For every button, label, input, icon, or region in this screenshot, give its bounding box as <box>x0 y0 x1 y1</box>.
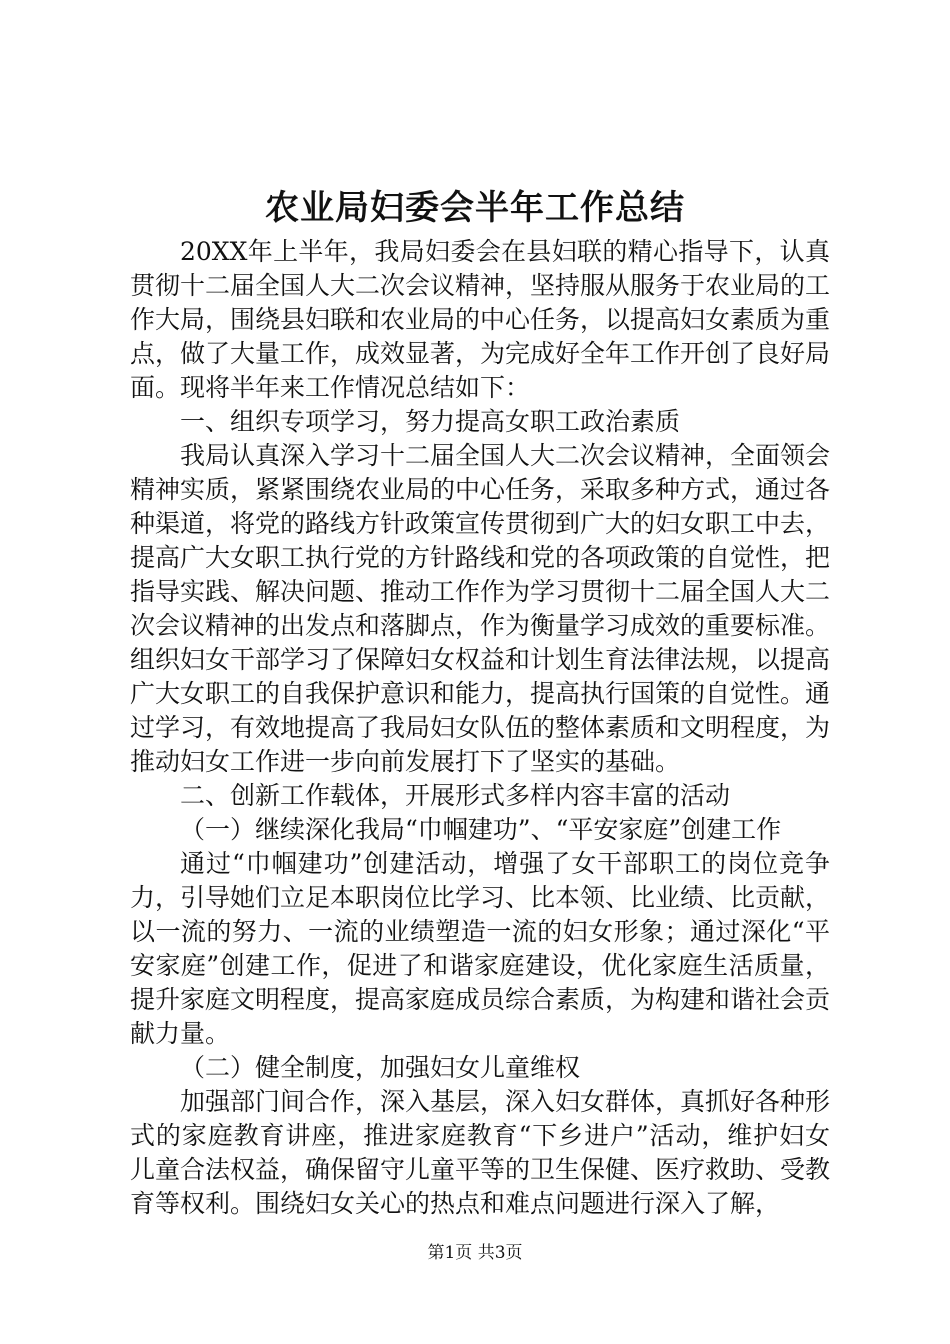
paragraph-section-1: 我局认真深入学习十二届全国人大二次会议精神，全面领会精神实质，紧紧围绕农业局的中心任务，采取多种方式，通过各种渠道，将党的路线方针政策宣传贯彻到广大的妇女职工中去，提高广大女职工执行党的方针路线和党的各项政策的自觉性，把指导实践、解决问题、推动工作作为学习贯彻十二届全国人大二次会议精神的出发点和落脚点，作为衡量学习成效的重要标准。组织妇女干部学习了保障妇女权益和计划生育法律法规，以提高广大女职工的自我保护意识和能力，提高执行国策的自觉性。通过学习，有效地提高了我局妇女队伍的整体素质和文明程度，为推动妇女工作进一步向前发展打下了坚实的基础。 <box>130 441 831 776</box>
page-footer: 第1页 共3页 <box>427 1243 523 1263</box>
document-title: 农业局妇委会半年工作总结 <box>265 188 685 228</box>
subsection-heading-2-1: （一）继续深化我局“巾帼建功”、“平安家庭”创建工作 <box>180 815 782 844</box>
paragraph-intro: 20XX年上半年，我局妇委会在县妇联的精心指导下，认真贯彻十二届全国人大二次会议精神，坚持服从服务于农业局的工作大局，围绕县妇联和农业局的中心任务，以提高妇女素质为重点，做了大量工作，成效显著，为完成好全年工作开创了良好局面。现将半年来工作情况总结如下： <box>130 237 831 402</box>
document-body <box>130 235 830 1221</box>
subsection-heading-2-2: （二）健全制度，加强妇女儿童维权 <box>180 1053 581 1082</box>
section-heading-2: 二、创新工作载体，开展形式多样内容丰富的活动 <box>180 781 731 810</box>
paragraph-subsection-2-1: 通过“巾帼建功”创建活动，增强了女干部职工的岗位竞争力，引导她们立足本职岗位比学习、比本领、比业绩、比贡献，以一流的努力、一流的业绩塑造一流的妇女形象；通过深化“平安家庭”创建工作，促进了和谐家庭建设，优化家庭生活质量，提升家庭文明程度，提高家庭成员综合素质，为构建和谐社会贡献力量。 <box>130 849 831 1048</box>
section-heading-1: 一、组织专项学习，努力提高女职工政治素质 <box>180 407 681 436</box>
paragraph-subsection-2-2: 加强部门间合作，深入基层，深入妇女群体，真抓好各种形式的家庭教育讲座，推进家庭教育“下乡进户”活动，维护妇女儿童合法权益，确保留守儿童平等的卫生保健、医疗救助、受教育等权利。围绕妇女关心的热点和难点问题进行深入了解， <box>130 1087 831 1218</box>
